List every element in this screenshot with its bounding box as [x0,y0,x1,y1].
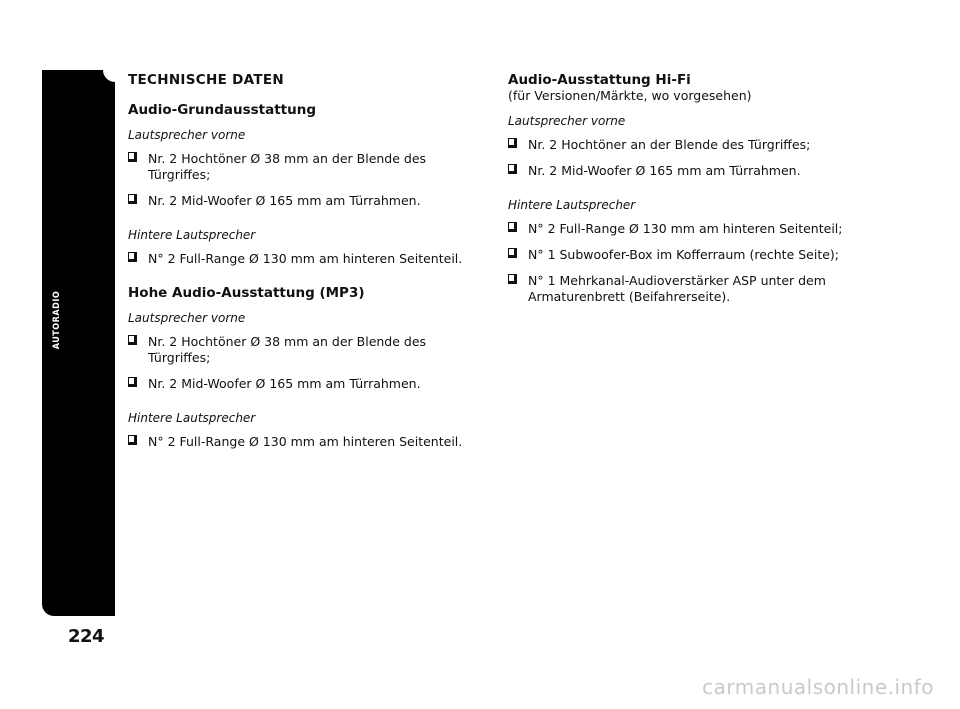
list-item: N° 2 Full-Range Ø 130 mm am hinteren Seitenteil. [128,434,473,450]
checkbox-bullet-icon [508,138,517,148]
bullet-list [128,251,473,267]
subheading: Hintere Lautsprecher [128,228,256,242]
checkbox-bullet-icon [128,435,137,445]
checkbox-bullet-icon [128,335,137,345]
checkbox-bullet-icon [508,248,517,258]
list-item: N° 1 Subwoofer-Box im Kofferraum (rechte Seite); [508,247,868,263]
watermark: carmanualsonline.info [702,675,934,699]
section-heading: Audio-Ausstattung Hi-Fi [508,72,691,88]
list-item: Nr. 2 Mid-Woofer Ø 165 mm am Türrahmen. [508,163,868,179]
right-column [508,72,868,323]
subheading: Lautsprecher vorne [508,114,626,128]
bullet-list [128,434,473,450]
bullet-list [508,137,868,179]
checkbox-bullet-icon [128,377,137,387]
list-item: Nr. 2 Hochtöner Ø 38 mm an der Blende des Türgriffes; [128,334,473,366]
chapter-label: AUTORADIO [52,290,62,350]
section-heading: Hohe Audio-Ausstattung (MP3) [128,285,365,301]
checkbox-bullet-icon [508,222,517,232]
bullet-list [128,334,473,392]
checkbox-bullet-icon [508,274,517,284]
list-item: N° 1 Mehrkanal-Audioverstärker ASP unter dem Armaturenbrett (Beifahrerseite). [508,273,868,305]
bullet-list [128,151,473,209]
page-number: 224 [68,626,105,647]
left-column [128,72,473,468]
subheading: Lautsprecher vorne [128,311,246,325]
checkbox-bullet-icon [128,152,137,162]
bullet-list [508,221,868,305]
list-item: Nr. 2 Hochtöner Ø 38 mm an der Blende des Türgriffes; [128,151,473,183]
list-item: N° 2 Full-Range Ø 130 mm am hinteren Seitenteil. [128,251,473,267]
checkbox-bullet-icon [128,194,137,204]
section-note: (für Versionen/Märkte, wo vorgesehen) [508,88,752,103]
list-item: N° 2 Full-Range Ø 130 mm am hinteren Seitenteil; [508,221,868,237]
subheading: Lautsprecher vorne [128,128,246,142]
section-heading: Audio-Grundausstattung [128,102,316,118]
checkbox-bullet-icon [508,164,517,174]
subheading: Hintere Lautsprecher [508,198,636,212]
list-item: Nr. 2 Mid-Woofer Ø 165 mm am Türrahmen. [128,193,473,209]
page-title: TECHNISCHE DATEN [128,72,284,88]
subheading: Hintere Lautsprecher [128,411,256,425]
list-item: Nr. 2 Hochtöner an der Blende des Türgriffes; [508,137,868,153]
checkbox-bullet-icon [128,252,137,262]
list-item: Nr. 2 Mid-Woofer Ø 165 mm am Türrahmen. [128,376,473,392]
